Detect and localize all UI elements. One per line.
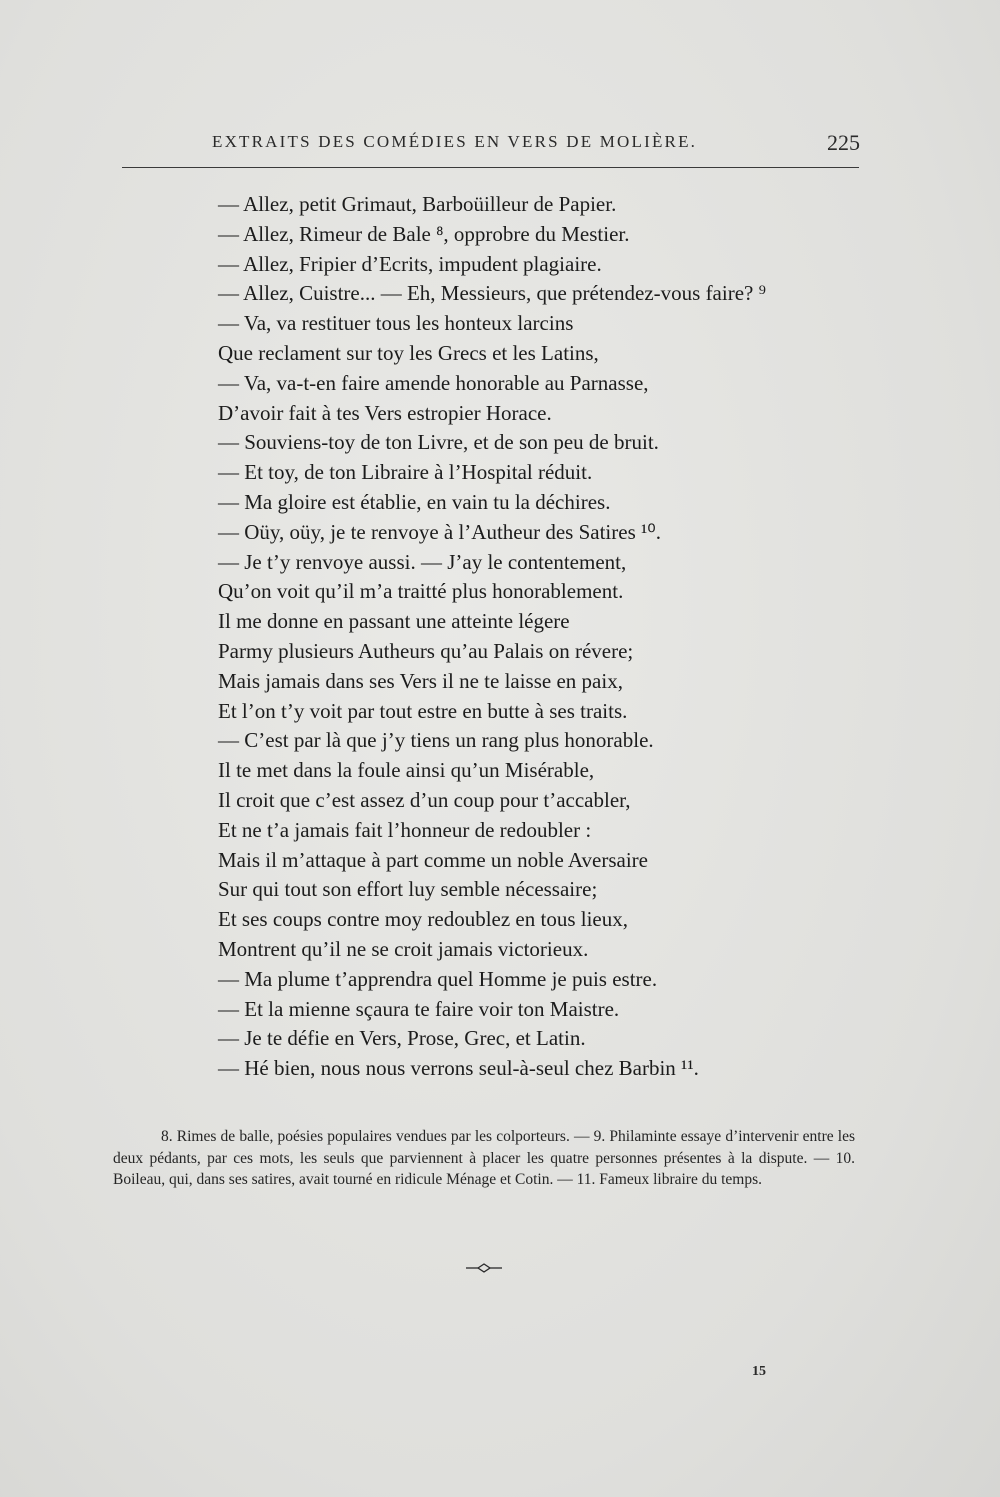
verse-line: — Ma gloire est établie, en vain tu la déchires. xyxy=(218,489,611,514)
verse-line: Mais jamais dans ses Vers il ne te laisse en paix, xyxy=(218,668,623,693)
verse-line: Et ses coups contre moy redoublez en tous lieux, xyxy=(218,907,628,932)
verse-line: Qu’on voit qu’il m’a traitté plus honorablement. xyxy=(218,579,624,604)
running-head xyxy=(122,130,860,162)
verse-line: Sur qui tout son effort luy semble nécessaire; xyxy=(218,877,598,902)
verse-line: Il croit que c’est assez d’un coup pour t’accabler, xyxy=(218,787,631,812)
verse-line: — Allez, petit Grimaut, Barboüilleur de Papier. xyxy=(218,192,617,216)
verse-line: Mais il m’attaque à part comme un noble Aversaire xyxy=(218,847,648,872)
footnotes: 8. Rimes de balle, poésies populaires vendues par les colporteurs. — 9. Philaminte essaye d’intervenir entre les deux pédants, par ces mots, les seuls que parviennent à placer les quatre personnes présentes à la dispute. — 10. Boileau, qui, dans ses satires, avait tourné en ridicule Ménage et Cotin. — 11. Fameux libraire du temps. xyxy=(113,1128,855,1188)
verse-line: Et ne t’a jamais fait l’honneur de redoubler : xyxy=(218,817,592,842)
verse-line: — Allez, Fripier d’Ecrits, impudent plagiaire. xyxy=(218,251,602,276)
page-number: 225 xyxy=(827,130,860,155)
running-title: EXTRAITS DES COMÉDIES EN VERS DE MOLIÈRE. xyxy=(212,132,698,151)
verse-line: Montrent qu’il ne se croit jamais victorieux. xyxy=(218,936,589,961)
verse-block xyxy=(218,190,838,1084)
verse-line: D’avoir fait à tes Vers estropier Horace. xyxy=(218,400,552,425)
verse-line: — Je te défie en Vers, Prose, Grec, et Latin. xyxy=(218,1026,586,1051)
verse-line: Parmy plusieurs Autheurs qu’au Palais on révere; xyxy=(218,638,634,663)
ornament-divider xyxy=(466,1262,502,1274)
header-rule xyxy=(122,167,859,168)
verse-line: Que reclament sur toy les Grecs et les Latins, xyxy=(218,340,599,365)
verse-line: — Et la mienne sçaura te faire voir ton Maistre. xyxy=(218,996,620,1021)
verse-line: — Oüy, oüy, je te renvoye à l’Autheur des Satires ¹⁰. xyxy=(218,519,661,544)
verse-line: Il te met dans la foule ainsi qu’un Misérable, xyxy=(218,758,595,783)
verse-line: — Hé bien, nous nous verrons seul-à-seul chez Barbin ¹¹. xyxy=(218,1056,699,1081)
verse-line: — Souviens-toy de ton Livre, et de son peu de bruit. xyxy=(218,430,659,455)
verse-line: — C’est par là que j’y tiens un rang plus honorable. xyxy=(218,728,654,753)
verse-line: — Va, va-t-en faire amende honorable au Parnasse, xyxy=(218,370,649,395)
verse-line: — Allez, Rimeur de Bale ⁸, opprobre du Mestier. xyxy=(218,221,630,246)
verse-line: — Va, va restituer tous les honteux larcins xyxy=(218,311,574,336)
signature-mark: 15 xyxy=(752,1364,766,1379)
verse-line: Et l’on t’y voit par tout estre en butte à ses traits. xyxy=(218,698,628,723)
verse-line: — Ma plume t’apprendra quel Homme je puis estre. xyxy=(218,966,658,991)
verse-line: — Je t’y renvoye aussi. — J’ay le contentement, xyxy=(218,549,627,574)
verse-line: — Et toy, de ton Libraire à l’Hospital réduit. xyxy=(218,460,593,485)
verse-line: — Allez, Cuistre... — Eh, Messieurs, que prétendez-vous faire? ⁹ xyxy=(218,281,766,306)
verse-line: Il me donne en passant une atteinte légere xyxy=(218,609,570,634)
